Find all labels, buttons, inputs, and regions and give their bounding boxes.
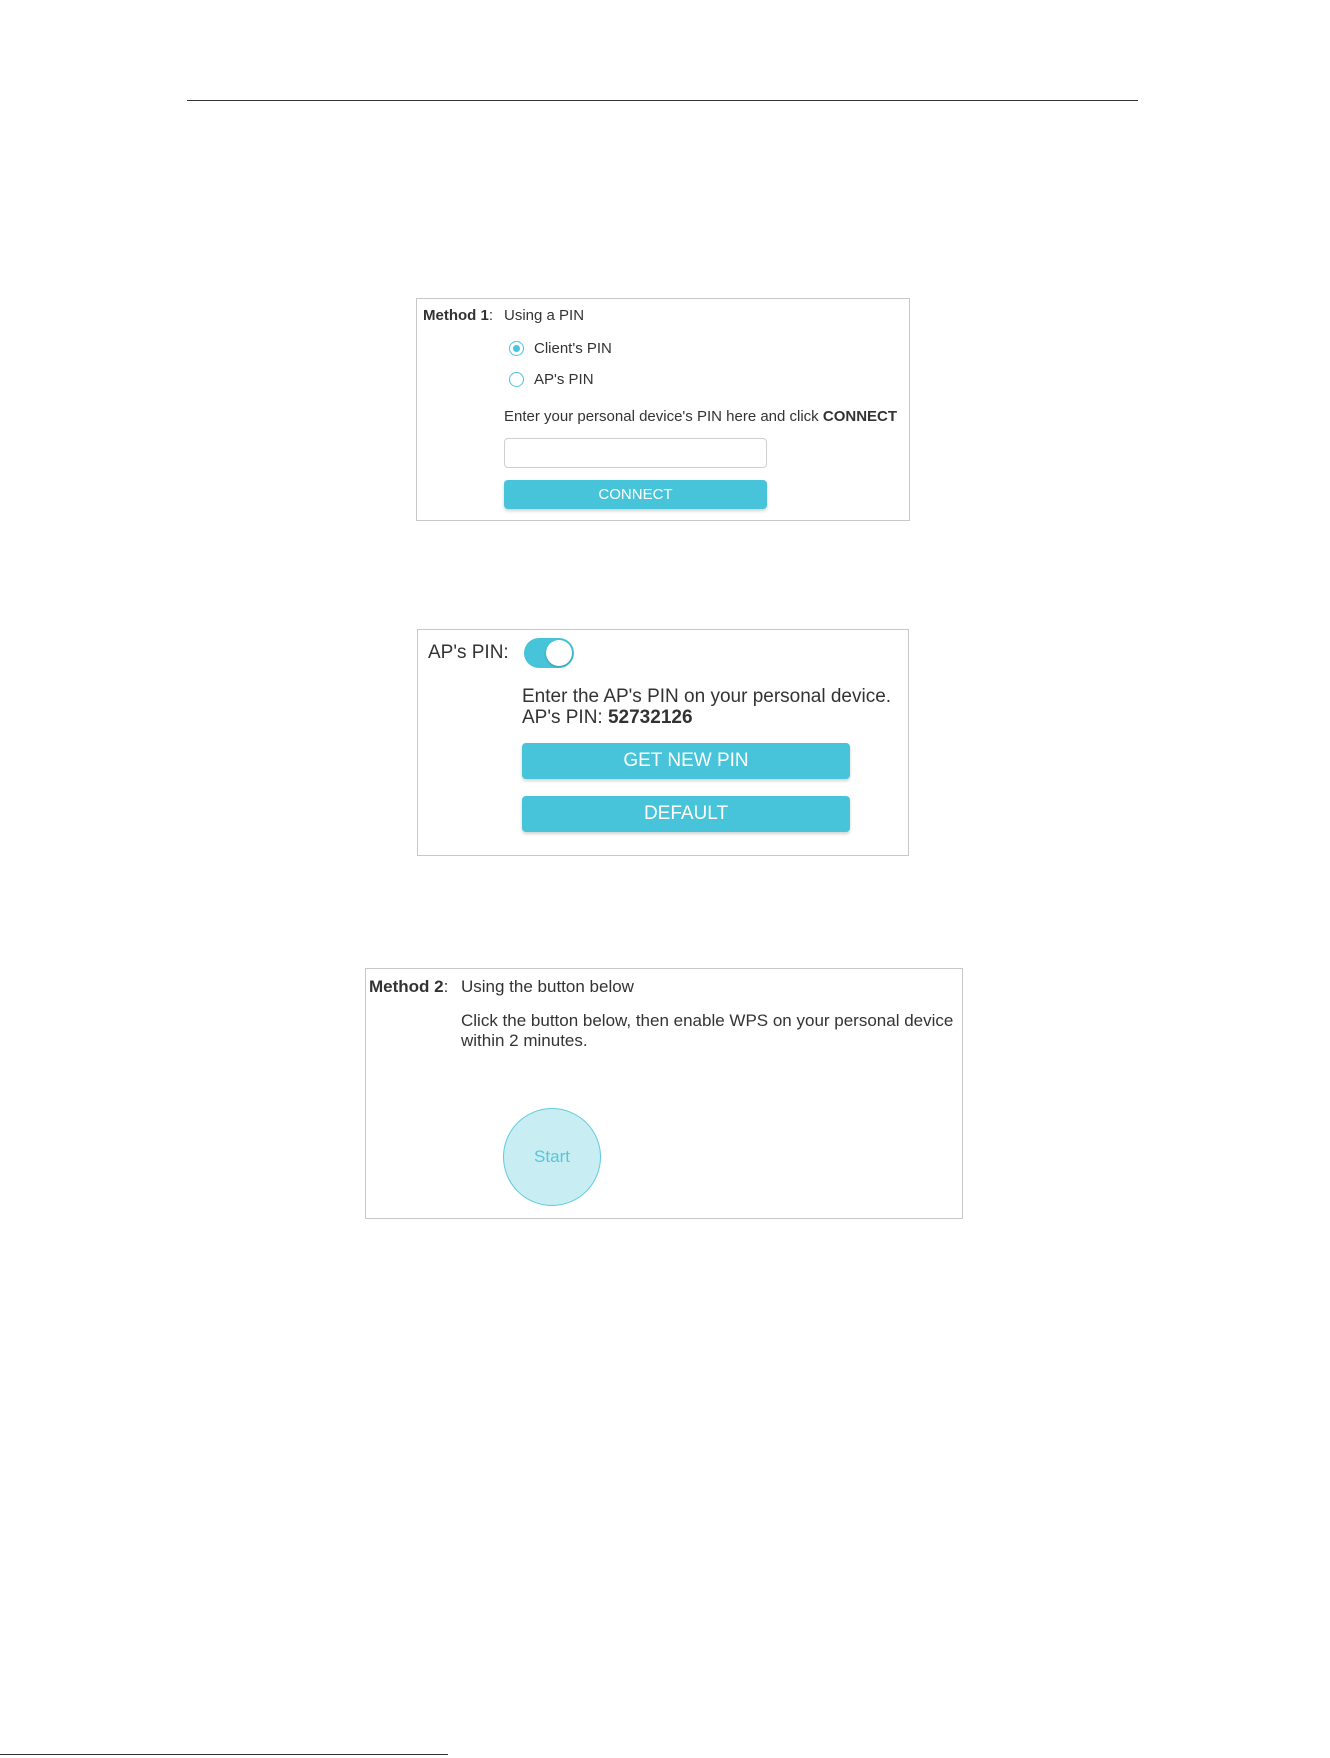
default-button[interactable]: DEFAULT — [522, 796, 850, 832]
ap-pin-description — [522, 686, 891, 728]
header-rule — [187, 100, 1138, 101]
connect-button[interactable]: CONNECT — [504, 480, 767, 509]
ap-pin-value: 52732126 — [607, 707, 693, 728]
radio-aps-pin[interactable] — [509, 371, 594, 388]
ap-pin-label: AP's PIN: — [428, 642, 509, 663]
client-pin-input[interactable] — [504, 438, 767, 468]
method1-title: Using a PIN — [504, 307, 585, 324]
radio-unchecked-icon[interactable] — [509, 372, 524, 387]
radio-clients-pin[interactable] — [509, 340, 612, 357]
ap-pin-toggle[interactable] — [524, 638, 574, 668]
method2-title: Using the button below — [461, 977, 634, 996]
get-new-pin-button[interactable]: GET NEW PIN — [522, 743, 850, 779]
method2-panel — [365, 968, 963, 1219]
method1-label: Method 1: — [423, 307, 494, 324]
method1-panel — [416, 298, 910, 521]
footer-rule — [0, 1754, 448, 1755]
start-button[interactable]: Start — [503, 1108, 601, 1206]
method2-description: Click the button below, then enable WPS on your personal device within 2 minutes. — [461, 1011, 954, 1050]
ap-pin-desc-line2: AP's PIN: 52732126 — [522, 707, 693, 728]
radio-aps-pin-label: AP's PIN — [534, 371, 594, 388]
radio-checked-icon[interactable] — [509, 341, 524, 356]
radio-clients-pin-label: Client's PIN — [534, 340, 612, 357]
method2-label: Method 2: — [369, 977, 449, 996]
pin-instruction: Enter your personal device's PIN here and click CONNECT — [504, 408, 898, 425]
ap-pin-desc-line1: Enter the AP's PIN on your personal device. — [522, 686, 892, 707]
ap-pin-panel — [417, 629, 909, 856]
toggle-knob — [546, 640, 572, 666]
